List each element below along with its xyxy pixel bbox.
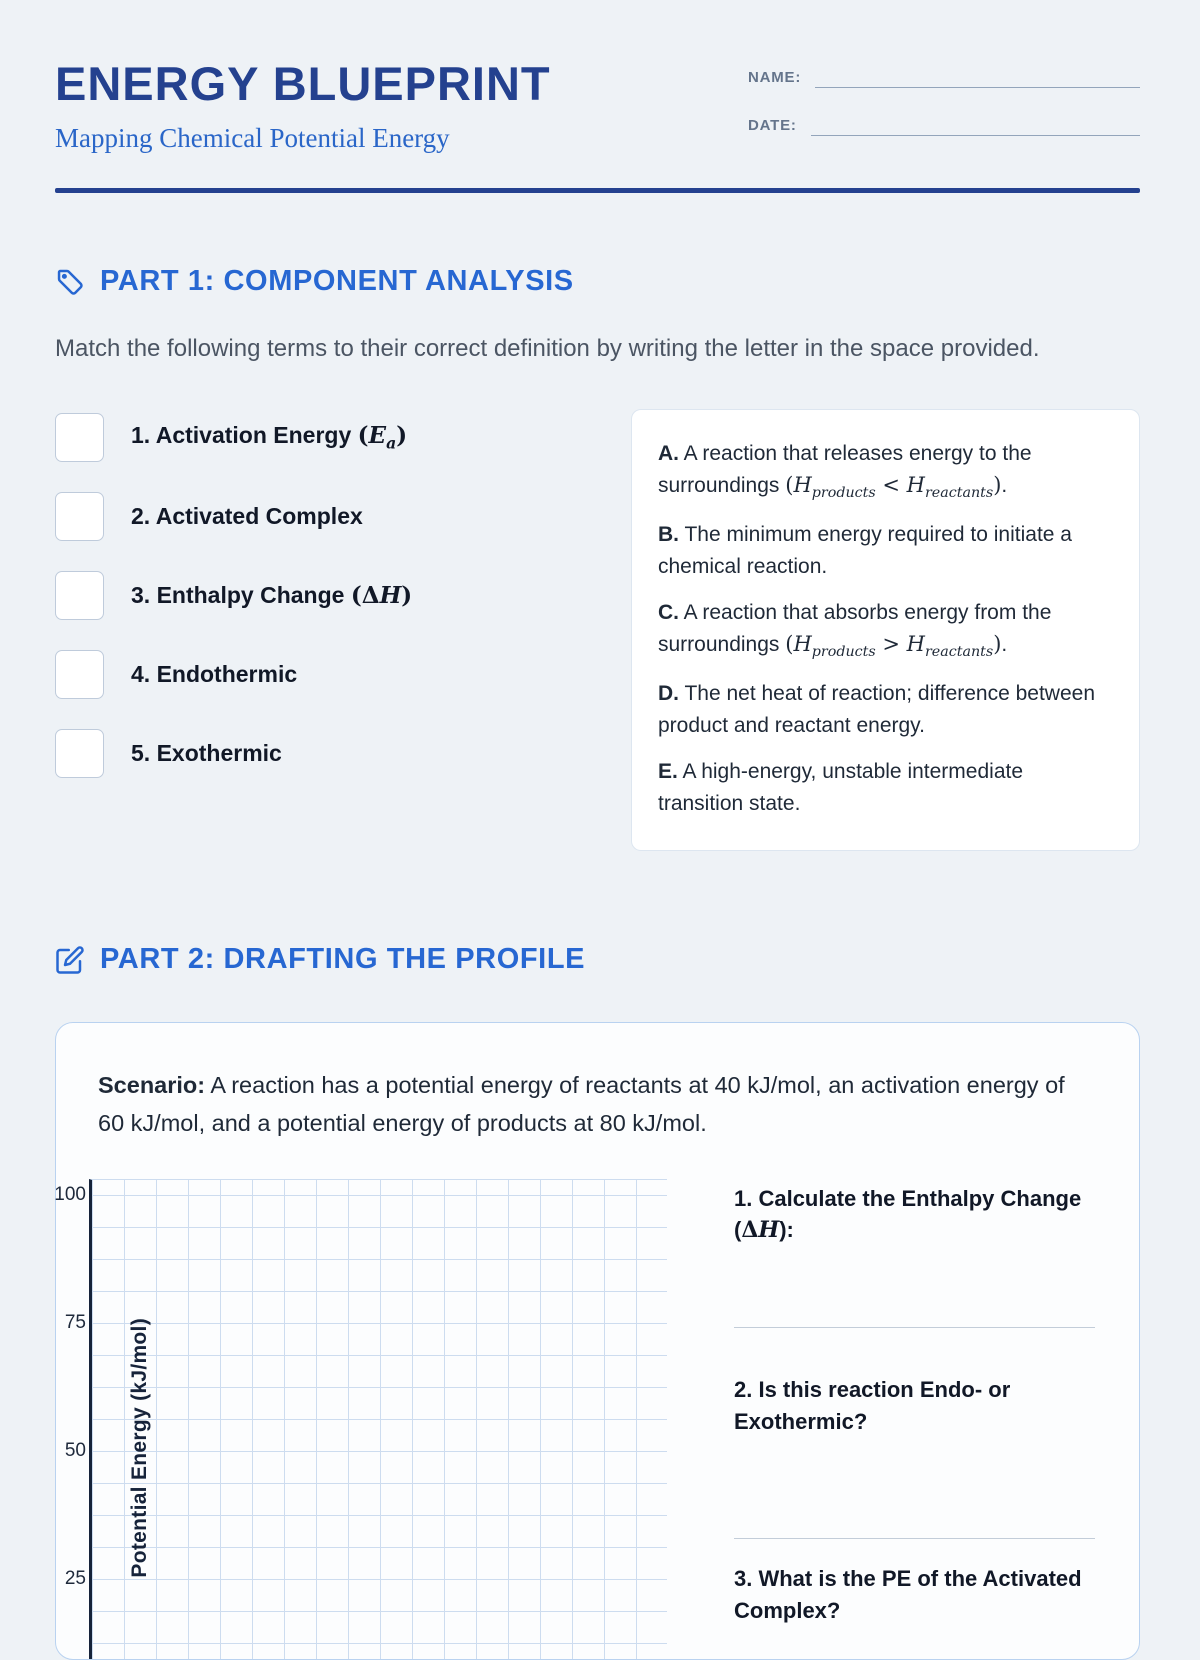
- part2-heading: [55, 943, 1140, 976]
- term-label: 4. Endothermic: [131, 661, 298, 688]
- definition-c: C. A reaction that absorbs energy from the surroundings $(H_{products} > H_{reactants})$.: [658, 601, 1052, 660]
- part2-body: [56, 1169, 1139, 1659]
- scenario-text: Scenario: A reaction has a potential energy of reactants at 40 kJ/mol, an activation energy of 60 kJ/mol, and a potential energy of products at 80 kJ/mol.: [98, 1072, 1065, 1136]
- definition-b: B. The minimum energy required to initiate a chemical reaction.: [658, 523, 1072, 578]
- ytick-25: 25: [64, 1567, 86, 1589]
- answer-checkbox-2[interactable]: [55, 492, 104, 541]
- page-title: ENERGY BLUEPRINT: [55, 57, 551, 110]
- energy-profile-grid[interactable]: [54, 1179, 667, 1659]
- term-label: 2. Activated Complex: [131, 503, 363, 530]
- ytick-50: 50: [64, 1439, 86, 1461]
- term-row: [55, 650, 607, 699]
- date-label: DATE:: [748, 117, 797, 134]
- title-block: [55, 57, 551, 154]
- date-row: [748, 114, 1140, 136]
- name-row: [748, 66, 1140, 88]
- header: [55, 57, 1140, 162]
- page-subtitle: Mapping Chemical Potential Energy: [55, 123, 450, 153]
- answer-line-1[interactable]: [734, 1327, 1095, 1328]
- definitions-box: [631, 409, 1140, 851]
- definition-e: E. A high-energy, unstable intermediate transition state.: [658, 760, 1024, 815]
- definition-a: A. A reaction that releases energy to the surroundings $(H_{products} < H_{reactants})$.: [658, 442, 1032, 501]
- header-divider: [55, 188, 1140, 193]
- ytick-100: 100: [54, 1183, 86, 1205]
- question-2: 2. Is this reaction Endo- or Exothermic?: [734, 1377, 1011, 1435]
- answer-checkbox-5[interactable]: [55, 729, 104, 778]
- answer-checkbox-1[interactable]: [55, 413, 104, 462]
- term-row: [55, 413, 607, 462]
- question-3: 3. What is the PE of the Activated Complex?: [734, 1566, 1082, 1624]
- term-label: 3. Enthalpy Change (ΔH): [131, 582, 413, 610]
- name-date-block: [748, 60, 1140, 162]
- name-label: NAME:: [748, 69, 802, 86]
- y-axis-label: Potential Energy (kJ/mol): [128, 1317, 151, 1578]
- tag-icon: [55, 267, 85, 297]
- term-row: [55, 571, 607, 620]
- question-1: 1. Calculate the Enthalpy Change (ΔH):: [734, 1185, 1082, 1244]
- terms-list: [55, 409, 607, 851]
- ytick-75: 75: [64, 1311, 86, 1333]
- name-input-line[interactable]: [815, 66, 1140, 88]
- definition-d: D. The net heat of reaction; difference between product and reactant energy.: [658, 682, 1096, 737]
- term-row: [55, 492, 607, 541]
- date-input-line[interactable]: [811, 114, 1140, 136]
- pen-icon: [55, 945, 85, 975]
- part1-content: [55, 409, 1140, 851]
- answer-checkbox-3[interactable]: [55, 571, 104, 620]
- part2-box: [55, 1022, 1140, 1659]
- answer-line-2[interactable]: [734, 1538, 1095, 1539]
- answer-checkbox-4[interactable]: [55, 650, 104, 699]
- part1-instructions: Match the following terms to their correct definition by writing the letter in the space provided.: [55, 335, 1040, 362]
- part1-heading: [55, 265, 1140, 298]
- term-row: [55, 729, 607, 778]
- part1-title: PART 1: COMPONENT ANALYSIS: [100, 265, 574, 297]
- term-label: 5. Exothermic: [131, 740, 282, 767]
- part2-title: PART 2: DRAFTING THE PROFILE: [100, 943, 586, 976]
- chart-column: [56, 1169, 678, 1659]
- term-label: 1. Activation Energy $(E_a)$: [131, 422, 408, 453]
- questions-column: [678, 1169, 1139, 1659]
